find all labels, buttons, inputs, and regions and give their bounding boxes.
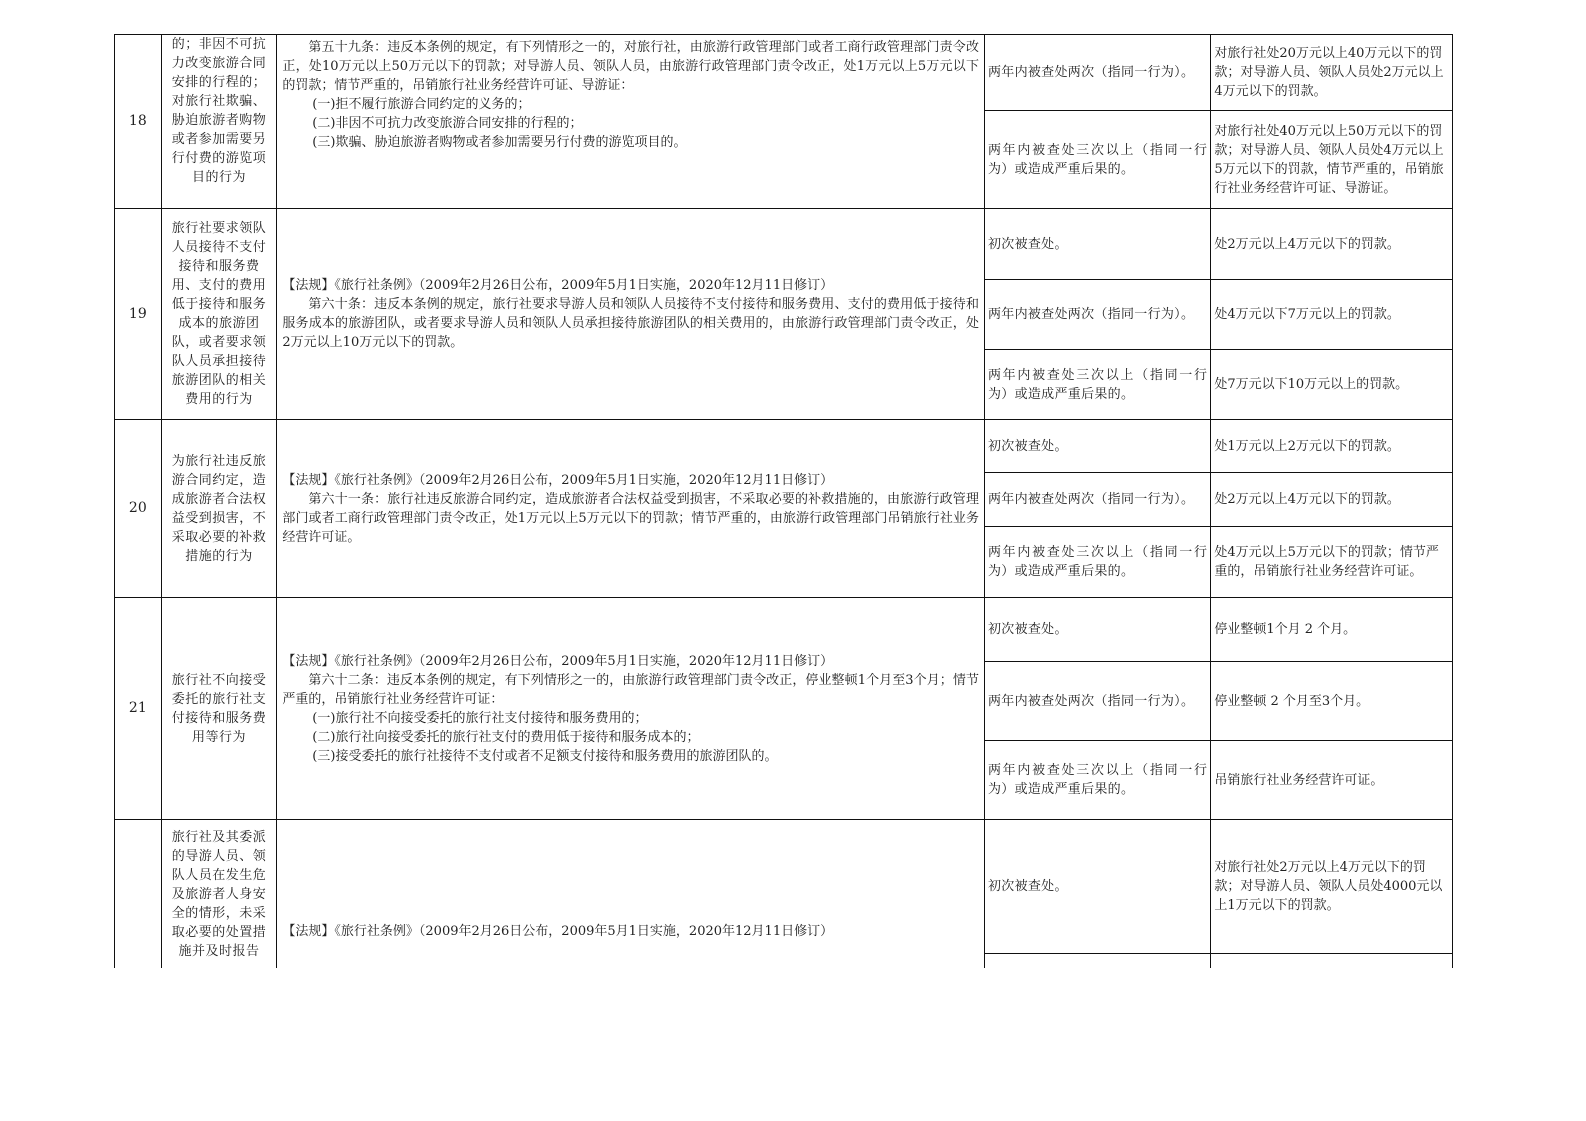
penalty-standard: 处2万元以上4万元以下的罚款。 <box>1211 473 1453 527</box>
legal-basis <box>277 820 985 969</box>
penalty-standard: 处4万元以下7万元以上的罚款。 <box>1211 280 1453 350</box>
table-row <box>115 420 1453 473</box>
penalty-standard: 停业整顿1个月 2 个月。 <box>1211 598 1453 662</box>
violation-condition: 初次被查处。 <box>984 598 1210 662</box>
law-item: (二)旅行社向接受委托的旅行社支付的费用低于接待和服务成本的； <box>312 729 700 745</box>
row-number: 19 <box>115 209 162 420</box>
law-item: (一)旅行社不向接受委托的旅行社支付接待和服务费用的； <box>312 710 648 726</box>
legal-basis <box>277 209 985 420</box>
penalty-standard: 对旅行社处40万元以上50万元以下的罚款；对导游人员、领队人员处4万元以上5万元以下的罚款，情节严重的，吊销旅行社业务经营许可证、导游证。 <box>1211 111 1453 209</box>
law-article: 第五十九条：违反本条例的规定，有下列情形之一的，对旅行社，由旅游行政管理部门或者工商行政管理部门责令改正，处10万元以上50万元以下的罚款；对导游人员、领队人员，由旅游行政管理部门责令改正，处1万元以上5万元以下的罚款；情节严重的，吊销旅行社业务经营许可证、导游证： <box>282 40 979 93</box>
penalty-standard: 对旅行社处2万元以上4万元以下的罚款；对导游人员、领队人员处4000元以上1万元以下的罚款。 <box>1211 820 1453 954</box>
violation-condition: 初次被查处。 <box>984 420 1210 473</box>
violation-condition: 两年内被查处两次（指同一行为）。 <box>984 473 1210 527</box>
penalty-standard: 停业整顿 2 个月至3个月。 <box>1211 662 1453 741</box>
law-item: (二)非因不可抗力改变旅游合同安排的行程的； <box>312 116 583 131</box>
law-source: 【法规】《旅行社条例》（2009年2月26日公布，2009年5月1日实施，2020年12月11日修订） <box>282 653 834 669</box>
law-source: 【法规】《旅行社条例》（2009年2月26日公布，2009年5月1日实施，2020年12月11日修订） <box>282 278 834 293</box>
table-viewport <box>114 34 1454 968</box>
law-source: 【法规】《旅行社条例》（2009年2月26日公布，2009年5月1日实施，2020年12月11日修订） <box>282 924 834 939</box>
violation-name: 旅行社及其委派的导游人员、领队人员在发生危及旅游者人身安全的情形，未采取必要的处置措施并及时报告 <box>161 820 277 969</box>
row-number: 21 <box>115 598 162 820</box>
law-article: 第六十一条：旅行社违反旅游合同约定，造成旅游者合法权益受到损害，不采取必要的补救措施的，由旅游行政管理部门或者工商行政管理部门责令改正，处1万元以上5万元以下的罚款；情节严重的，由旅游行政管理部门吊销旅行社业务经营许可证。 <box>282 491 979 545</box>
violation-condition: 两年内被查处三次以上（指同一行为）或造成严重后果的。 <box>984 741 1210 820</box>
violation-condition: 初次被查处。 <box>984 820 1210 954</box>
violation-name: 的；非因不可抗力改变旅游合同安排的行程的；对旅行社欺骗、胁迫旅游者购物或者参加需要另行付费的游览项目的行为 <box>161 35 277 209</box>
table-row <box>115 820 1453 954</box>
violation-condition: 两年内被查处三次以上（指同一行为）或造成严重后果的。 <box>984 527 1210 598</box>
violation-condition: 两年内被查处两次（指同一行为）。 <box>984 280 1210 350</box>
law-article: 第六十条：违反本条例的规定，旅行社要求导游人员和领队人员接待不支付接待和服务费用、支付的费用低于接待和服务成本的旅游团队，或者要求导游人员和领队人员承担接待旅游团队的相关费用的，由旅游行政管理部门责令改正，处2万元以上10万元以下的罚款。 <box>282 297 979 350</box>
penalty-standard: 处4万元以上5万元以下的罚款；情节严重的，吊销旅行社业务经营许可证。 <box>1211 527 1453 598</box>
penalty-standard: 处7万元以下10万元以上的罚款。 <box>1211 350 1453 420</box>
violation-name: 为旅行社违反旅游合同约定，造成旅游者合法权益受到损害，不采取必要的补救措施的行为 <box>161 420 277 598</box>
penalty-standard: 处2万元以上4万元以下的罚款。 <box>1211 209 1453 280</box>
penalty-standard: 对旅行社处20万元以上40万元以下的罚款；对导游人员、领队人员处2万元以上4万元以下的罚款。 <box>1211 35 1453 111</box>
violation-condition: 初次被查处。 <box>984 209 1210 280</box>
legal-basis <box>277 598 985 820</box>
law-article: 第六十二条：违反本条例的规定，有下列情形之一的，由旅游行政管理部门责令改正，停业整顿1个月至3个月；情节严重的，吊销旅行社业务经营许可证： <box>282 672 979 707</box>
legal-basis <box>277 35 985 209</box>
penalty-standards-table <box>114 34 1453 968</box>
penalty-standard: 吊销旅行社业务经营许可证。 <box>1211 741 1453 820</box>
row-number <box>115 820 162 969</box>
row-number: 20 <box>115 420 162 598</box>
penalty-standard: 处1万元以上2万元以下的罚款。 <box>1211 420 1453 473</box>
violation-condition: 两年内被查处三次以上（指同一行为）或造成严重后果的。 <box>984 111 1210 209</box>
legal-basis <box>277 420 985 598</box>
row-number: 18 <box>115 35 162 209</box>
table-row <box>115 35 1453 111</box>
table-row <box>115 598 1453 662</box>
violation-condition: 两年内被查处两次（指同一行为）。 <box>984 662 1210 741</box>
violation-condition: 两年内被查处三次以上（指同一行为）或造成严重后果的。 <box>984 350 1210 420</box>
law-item: (一)拒不履行旅游合同约定的义务的； <box>312 97 531 112</box>
law-source: 【法规】《旅行社条例》（2009年2月26日公布，2009年5月1日实施，2020年12月11日修订） <box>282 472 834 488</box>
law-item: (三)欺骗、胁迫旅游者购物或者参加需要另行付费的游览项目的。 <box>312 135 687 150</box>
table-row <box>115 209 1453 280</box>
law-item: (三)接受委托的旅行社接待不支付或者不足额支付接待和服务费用的旅游团队的。 <box>312 748 778 764</box>
violation-name: 旅行社要求领队人员接待不支付接待和服务费用、支付的费用低于接待和服务成本的旅游团队，或者要求领队人员承担接待旅游团队的相关费用的行为 <box>161 209 277 420</box>
violation-condition: 两年内被查处两次（指同一行为）。 <box>984 35 1210 111</box>
violation-name: 旅行社不向接受委托的旅行社支付接待和服务费用等行为 <box>161 598 277 820</box>
